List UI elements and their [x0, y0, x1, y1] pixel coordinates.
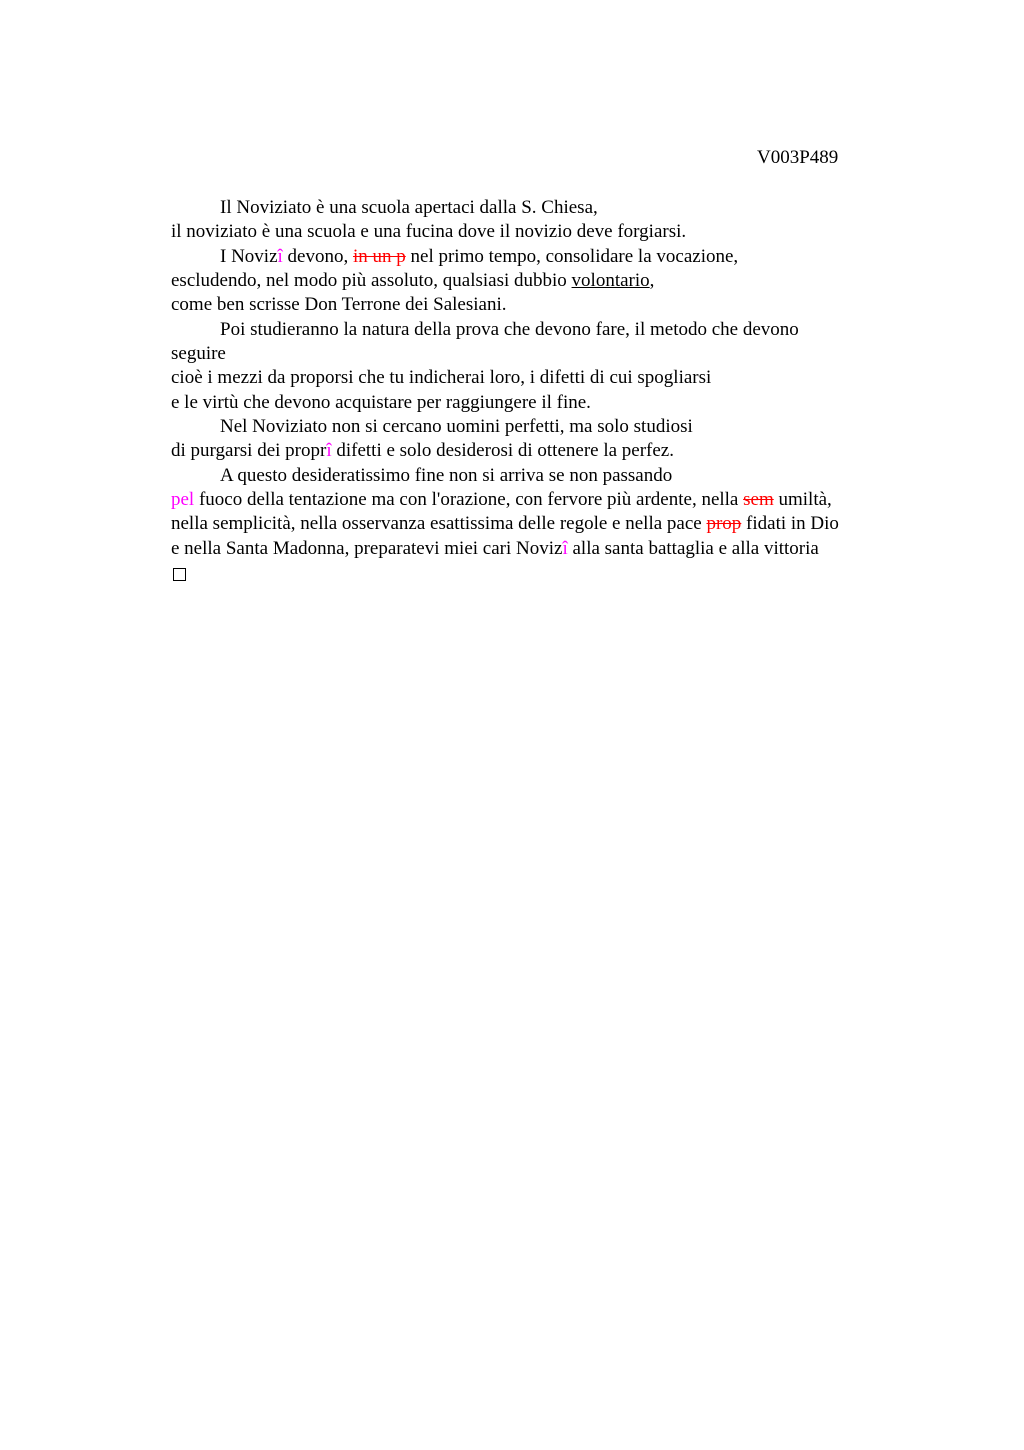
underlined-text: volontario — [571, 270, 650, 292]
text-run: nel primo tempo, consolidare la vocazione, — [405, 245, 739, 267]
text-run: il noviziato è una scuola e una fucina dove il novizio deve forgiarsi. — [171, 221, 687, 243]
text-run: seguire — [171, 343, 226, 365]
text-line — [171, 537, 911, 561]
text-run: come ben scrisse Don Terrone dei Salesiani. — [171, 294, 507, 316]
text-run: Nel Noviziato non si cercano uomini perfetti, ma solo studiosi — [220, 416, 693, 438]
text-line — [171, 561, 911, 585]
text-run: cioè i mezzi da proporsi che tu indicherai loro, i difetti di cui spogliarsi — [171, 367, 712, 389]
insertion-mark: î — [562, 537, 568, 559]
text-run: Il Noviziato è una scuola apertaci dalla S. Chiesa, — [220, 197, 598, 218]
text-line — [171, 512, 911, 536]
text-run: escludendo, nel modo più assoluto, qualsiasi dubbio — [171, 270, 572, 292]
text-line — [171, 245, 911, 269]
text-run: e nella Santa Madonna, preparatevi miei cari Noviz — [171, 537, 563, 559]
insertion-mark: î — [326, 440, 332, 462]
text-run: fidati in Dio — [741, 513, 839, 535]
deleted-text: in un p — [352, 245, 406, 267]
text-run: alla santa battaglia e alla vittoria — [567, 537, 819, 559]
text-run: e le virtù che devono acquistare per raggiungere il fine. — [171, 391, 591, 413]
text-line — [171, 318, 911, 342]
text-line — [171, 439, 911, 463]
text-run: umiltà, — [773, 489, 832, 511]
text-line — [171, 464, 911, 488]
end-square-icon — [173, 568, 186, 581]
text-run: di purgarsi dei propr — [171, 440, 327, 462]
text-line — [171, 415, 911, 439]
deleted-text: prop — [706, 513, 742, 535]
text-line — [171, 366, 911, 390]
text-line — [171, 342, 911, 366]
text-run: devono, — [282, 245, 353, 267]
text-line — [171, 391, 911, 415]
text-run: nella semplicità, nella osservanza esattissima delle regole e nella pace — [171, 513, 707, 535]
deleted-text: sem — [743, 489, 774, 511]
text-line — [171, 196, 911, 220]
text-line — [171, 488, 911, 512]
text-run: Poi studieranno la natura della prova che devono fare, il metodo che devono — [220, 318, 799, 340]
text-run: , — [649, 270, 655, 292]
text-run: difetti e solo desiderosi di ottenere la perfez. — [331, 440, 674, 462]
insertion-mark: pel — [171, 489, 195, 511]
text-run: A questo desideratissimo fine non si arriva se non passando — [220, 464, 673, 486]
text-line — [171, 269, 911, 293]
document-body — [171, 196, 911, 586]
text-line — [171, 293, 911, 317]
insertion-mark: î — [277, 245, 283, 267]
page-identifier: V003P489 — [757, 147, 839, 168]
text-run: I Noviz — [220, 245, 278, 267]
text-run: fuoco della tentazione ma con l'orazione, con fervore più ardente, nella — [194, 489, 744, 511]
text-line — [171, 220, 911, 244]
